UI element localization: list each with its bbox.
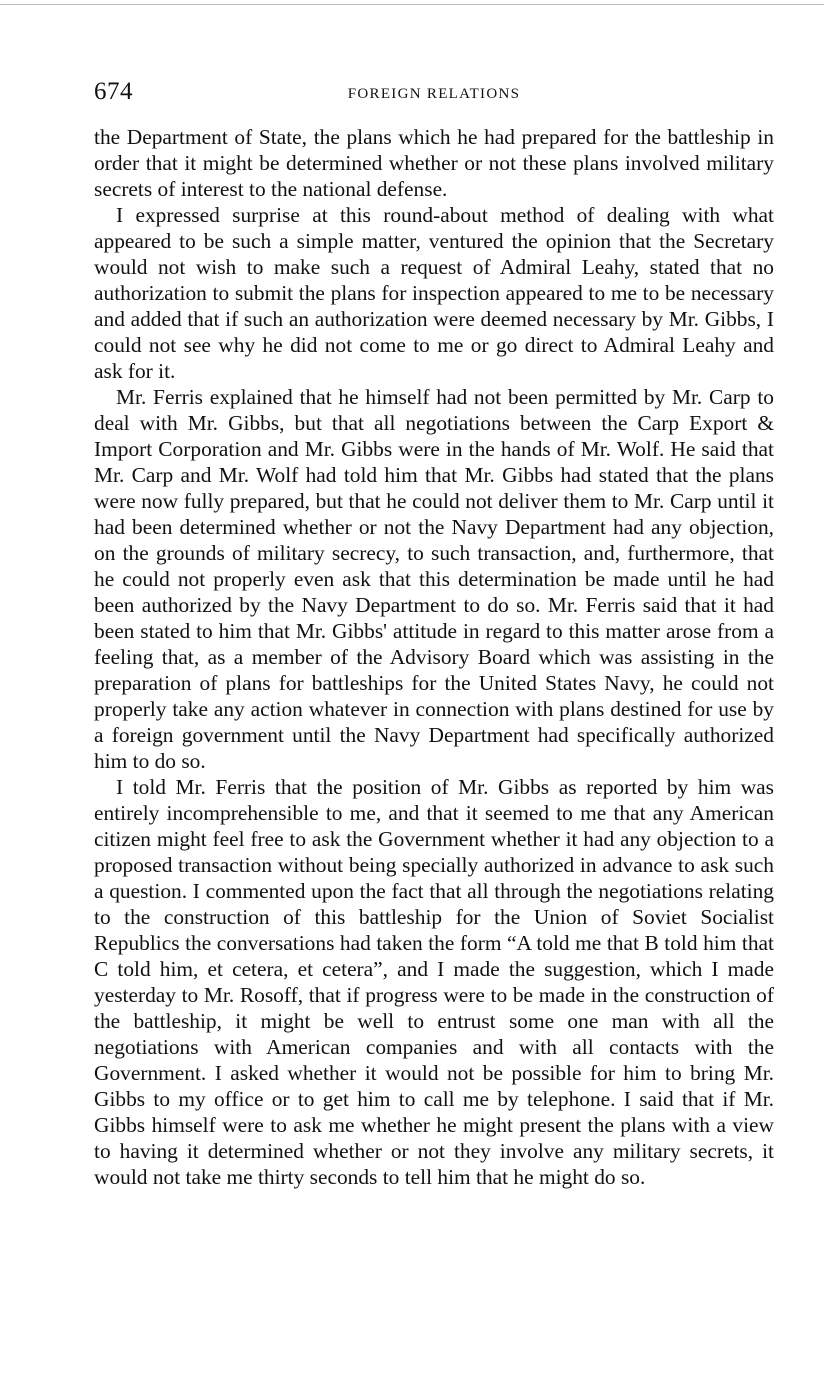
top-scan-edge (0, 4, 824, 5)
running-head-title: FOREIGN RELATIONS (347, 86, 521, 102)
page-number: 674 (94, 78, 133, 105)
paragraph-surprise: I expressed surprise at this round-about method of dealing with what appeared to be such a simple matter, ventured the opinion that the Secretary would not wish to make such a request of Admiral Leahy, stated that no authorization to submit the plans for inspection appeared to me to be necessary and added that if such an authorization were deemed necessary by Mr. Gibbs, I could not see why he did not come to me or go direct to Admiral Leahy and ask for it. (94, 203, 774, 383)
paragraph-ferris-explained: Mr. Ferris explained that he himself had not been permitted by Mr. Carp to deal with Mr. Gibbs, but that all negotiations between the Carp Export & Import Corporation and Mr. Gibbs were in the hands of Mr. Wolf. He said that Mr. Carp and Mr. Wolf had told him that Mr. Gibbs had stated that the plans were now fully prepared, but that he could not deliver them to Mr. Carp until it had been determined whether or not the Navy Department had any objection, on the grounds of military secrecy, to such transaction, and, furthermore, that he could not properly even ask that this determination be made until he had been authorized by the Navy Department to do so. Mr. Ferris said that it had been stated to him that Mr. Gibbs' attitude in regard to this matter arose from a feeling that, as a member of the Advisory Board which was assisting in the preparation of plans for battleships for the United States Navy, he could not properly take any action whatever in connection with plans destined for use by a foreign government until the Navy Department had specifically authorized him to do so. (94, 385, 774, 773)
running-head (94, 78, 774, 112)
paragraph-continued: the Department of State, the plans which he had prepared for the battleship in order that it might be determined whether or not these plans involved military secrets of interest to the national defense. (94, 125, 774, 201)
body-text (94, 124, 774, 1190)
paragraph-told-ferris: I told Mr. Ferris that the position of Mr. Gibbs as reported by him was entirely incomprehensible to me, and that it seemed to me that any American citizen might feel free to ask the Government whether it had any objection to a proposed transaction without being specially authorized in advance to ask such a question. I commented upon the fact that all through the negotiations relating to the construction of this battleship for the Union of Soviet Socialist Republics the conversations had taken the form “A told me that B told him that C told him, et cetera, et cetera”, and I made the suggestion, which I made yesterday to Mr. Rosoff, that if progress were to be made in the construction of the battleship, it might be well to entrust some one man with all the negotiations with American companies and with all contacts with the Government. I asked whether it would not be possible for him to bring Mr. Gibbs to my office or to get him to call me by telephone. I said that if Mr. Gibbs himself were to ask me whether he might present the plans with a view to having it determined whether or not they involve any military secrets, it would not take me thirty seconds to tell him that he might do so. (94, 775, 774, 1189)
